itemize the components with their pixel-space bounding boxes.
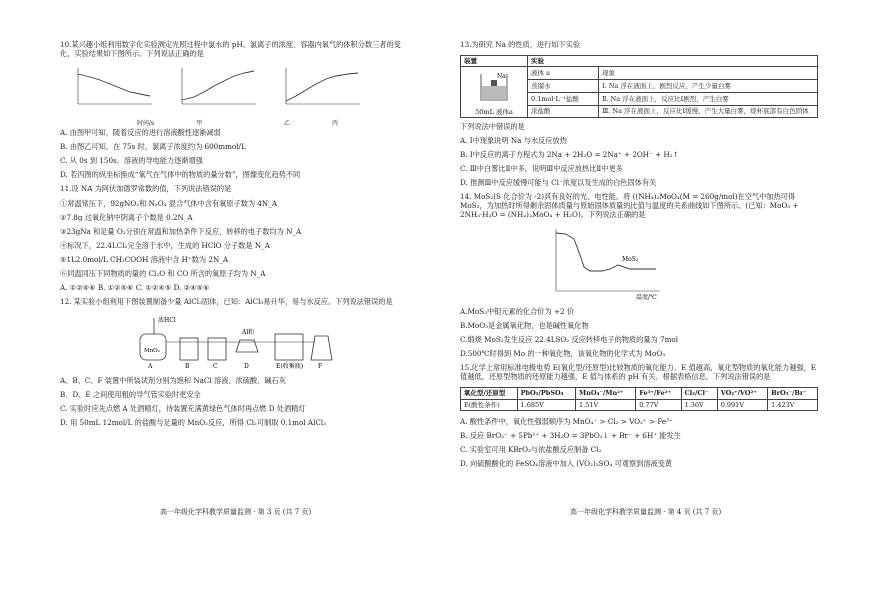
chart-ph-svg [70,64,156,114]
na-label: Na [497,73,506,81]
q13-row1-phen: Ⅰ. Na 浮在液面上，剧烈反应，产生少量白雾 [599,79,818,92]
left-column [60,40,415,432]
q14-chart [544,225,664,301]
right-column [460,40,820,473]
q11-answer-line: A. ①②④⑥ B. ①②⑤⑥ C. ①②④⑤ D. ②④⑤⑥ [60,282,210,292]
q13-option-b: B. Ⅰ中反应的离子方程式为 2Na + 2H₂O = 2Na⁺ + 2OH⁻ + H₂↑ [460,150,679,160]
q15-r3: 0.77V [636,399,681,410]
q15-h5: VO₂⁺/VO²⁺ [717,388,767,399]
q14-option-c: C.煅烧 MoS₂发生反应 22.4LSO₂ 反应转移电子的物质的量为 7mol [460,335,679,345]
q15-option-a: A. 酸性条件中，氧化性强弱顺序为 MnO₄⁻ > Cl₂ > VO₂⁺ > Fe³⁺ [460,416,673,426]
left-footer: 高一年级化学科教学质量监测 · 第 3 页 (共 7 页) [160,508,312,516]
apparatus-svg [130,312,340,370]
q10-option-a: A. 由图甲可知，随着反应的进行溶液酸性逐渐减弱 [60,127,221,137]
q13-device-cell [461,67,528,118]
q14-option-b: B.MoO₃是金属氧化物，也是碱性氧化物 [460,321,589,331]
q15-r6: 1.423V [768,399,818,410]
q15-option-c: C. 实验室可用 KBrO₃与浓盐酸反应制备 Cl₂ [460,444,602,454]
chart-cl-svg [174,64,260,114]
caption-b: 乙 [284,120,291,127]
q13-stem2: 下列说法中错误的是 [460,122,525,132]
q12-option-b: B．D、E 之间使用粗的导气管实验时更安全 [60,389,201,399]
q13-table [460,55,818,118]
q13-row2-phen: Ⅱ. Na 浮在液面上，反应比Ⅰ剧烈，产生白雾 [599,92,818,105]
q13-stem: 13.为研究 Na 的性质，进行如下实验 [460,40,581,49]
q12-option-d: D. 用 50mL 12mol/L 的盐酸与足量的 MnO₂反应，所得 Cl₂可制取 0.1mol AlCl₃ [60,417,327,427]
q12-option-a: A、B、C、F 装置中所装试剂分别为饱和 NaCl 溶液、浓硫酸、碱石灰 [60,375,286,385]
q15-table [460,387,818,410]
q15-h0: 氧化型/还原型 [461,388,518,399]
q15-h2: MnO₄⁻/Mn²⁺ [576,388,636,399]
label-e: E(收集瓶) [276,362,304,370]
q12-option-c: C. 实验时应先点燃 A 处酒精灯，待装置充满黄绿色气体时再点燃 D 处酒精灯 [60,403,306,413]
q11-item-4: ④标况下，22.4LCl₂完全溶于水中，生成的 HClO 分子数是 N_A [60,240,270,250]
q15-h4: Cl₂/Cl⁻ [681,388,717,399]
q15-option-d: D. 向硫酸酸化的 FeSO₄溶液中加入 (VO₂)₂SO₄ 可观察到溶液变黄 [460,458,673,468]
q10-option-b: B. 由图乙可知，在 75s 时，氯离子浓度约为 600mmol/L [60,141,246,151]
label-f: F [318,362,323,370]
q15-stem: 15.化学上常用标准电极电势 E(氧化型/还原型)比较物质的氧化能力。E 值越高，氧化型物质的氧化能力越强，E 值越低，还原型物质的还原能力越强，E 值与体系的 pH 有关。根据表格信息，下列说法错误的是 [460,363,817,382]
q13-row2-liquid: 0.1mol·L⁻¹盐酸 [528,92,599,105]
label-mno2: MnO₂ [144,347,160,354]
label-d: D [244,362,249,370]
q11-item-2: ②7.8g 过氧化钠中阴离子个数是 0.2N_A [60,212,193,222]
q15-h3: Fe³⁺/Fe²⁺ [636,388,681,399]
q15-r4: 1.36V [681,399,717,410]
q14-chart-svg [544,225,664,301]
q11-item-3: ③23gNa 和足量 O₂分别在常温和加热条件下反应，转移的电子数均为 N_A [60,226,302,236]
label-b: B [185,362,190,370]
right-footer: 高一年级化学科教学质量监测 · 第 4 页 (共 7 页) [570,508,722,516]
q15-header-row [461,388,818,399]
q11-item-6: ⑥同温同压下同物质的量的 Cl₂O 和 CO 所含的氧原子均为 N_A [60,268,266,278]
q13-header-device: 装置 [461,56,528,67]
caption-a: 甲 [196,120,203,127]
q10-option-d: D. 若丙图的纵坐标换成“氧气在气体中的物质的量分数”，图像变化趋势不同 [60,169,301,179]
q13-sub-phenomenon: 现象 [599,67,818,80]
chart-cl [174,64,260,114]
q13-row3-liquid: 浓盐酸 [528,105,599,118]
chart-o2 [278,64,364,114]
q15-h1: PbO₂/PbSO₄ [517,388,575,399]
q12-apparatus [130,312,340,370]
q13-row3-phen: Ⅲ. Na 浮在液面上，反应比Ⅰ缓慢，产生大量白雾，烧杯底部有白色固体 [599,105,818,118]
q15-value-row [461,399,818,410]
chart-o2-svg [278,64,364,114]
q15-r1: 1.685V [517,399,575,410]
q15-r2: 1.51V [576,399,636,410]
q13-sub-liquid: 液体 a [528,67,599,80]
label-al: Al粉 [242,328,255,336]
q14-option-a: A.MoS₂中钼元素的化合价为 +2 价 [460,307,575,317]
device-label: 50mL 液体a [475,108,513,117]
q10-chart-captions [60,120,415,128]
q15-option-b: B. 反应 BrO₃⁻ + 5Pb²⁺ + 3H₂O = 3PbO₂↓ + Br⁻ + 6H⁺ 能发生 [460,430,681,440]
q13-option-c: C. Ⅲ中白雾比Ⅱ中多，说明Ⅲ中反应放热比Ⅱ中更多 [460,164,623,174]
q14-option-d: D.500℃时得到 Mo 的一种氧化物，该氧化物的化学式为 MoO₃ [460,349,666,359]
q10-charts [70,64,415,114]
q11-item-5: ⑤1L2.0mol/L CH₃COOH 溶液中含 H⁺数为 2N_A [60,254,229,264]
q10-stem: 10.某兴趣小组利用数字化实验测定光照过程中氯水的 pH、氯离子的浓度、容器内氧气的体积分数三者的变化，实验结果如下图所示。下列说法正确的是 [60,40,401,58]
label-a: A [148,362,153,370]
q13-header-exp: 实验 [528,56,818,67]
q11-stem: 11.设 NA 为阿伏加德罗常数的值，下列说法错误的是 [60,183,232,193]
beaker-diagram [471,68,517,106]
caption-c: 丙 [331,120,338,127]
caption-x: 时间/s [137,120,155,127]
q11-item-1: ①常温常压下，92gNO₂和 N₂O₄ 混合气体中含有氧原子数为 4N_A [60,198,278,208]
q15-r5: 0.991V [717,399,767,410]
q12-stem: 12. 某实验小组利用下图装置制备少量 AlCl₃固体，已知：AlCl₃易升华，易与水反应。下列说法错误的是 [60,296,393,306]
q14-mo-label: MoS₂ [622,256,639,264]
q14-stem: 14. MoS₂(S 化合价为 -2)具有良好的光、电性能。将 ((NH₄)₂MoO₄(M = 260g/mol)在空气中加热可得 MoS₃，为加热时所得剩余固体质量与原始固体质量的比值与温度的关系曲线如下图所示。(已知：MoO₃ + 2NH₃·H₂O = (NH₄)₂MoO₄ + H₂O)。下列说法正确的是 [460,192,799,220]
q15-h6: BrO₃⁻/Br⁻ [768,388,818,399]
q13-row1-liquid: 蒸馏水 [528,79,599,92]
label-hcl: 浓HCl [158,316,176,324]
q13-option-d: D. 推测Ⅲ中反应缓慢可能与 Cl⁻浓度以及生成的白色固体有关 [460,178,657,188]
q13-option-a: A. Ⅰ中现象说明 Na 与水反应放热 [460,136,567,146]
label-c: C [213,362,218,370]
q14-x-label: 温度/℃ [636,294,657,302]
q10-option-c: C. 从 0s 到 150s，溶液的导电能力逐渐增强 [60,155,203,165]
chart-ph [70,64,156,114]
q15-r0: E(酸性条件) [461,399,518,410]
